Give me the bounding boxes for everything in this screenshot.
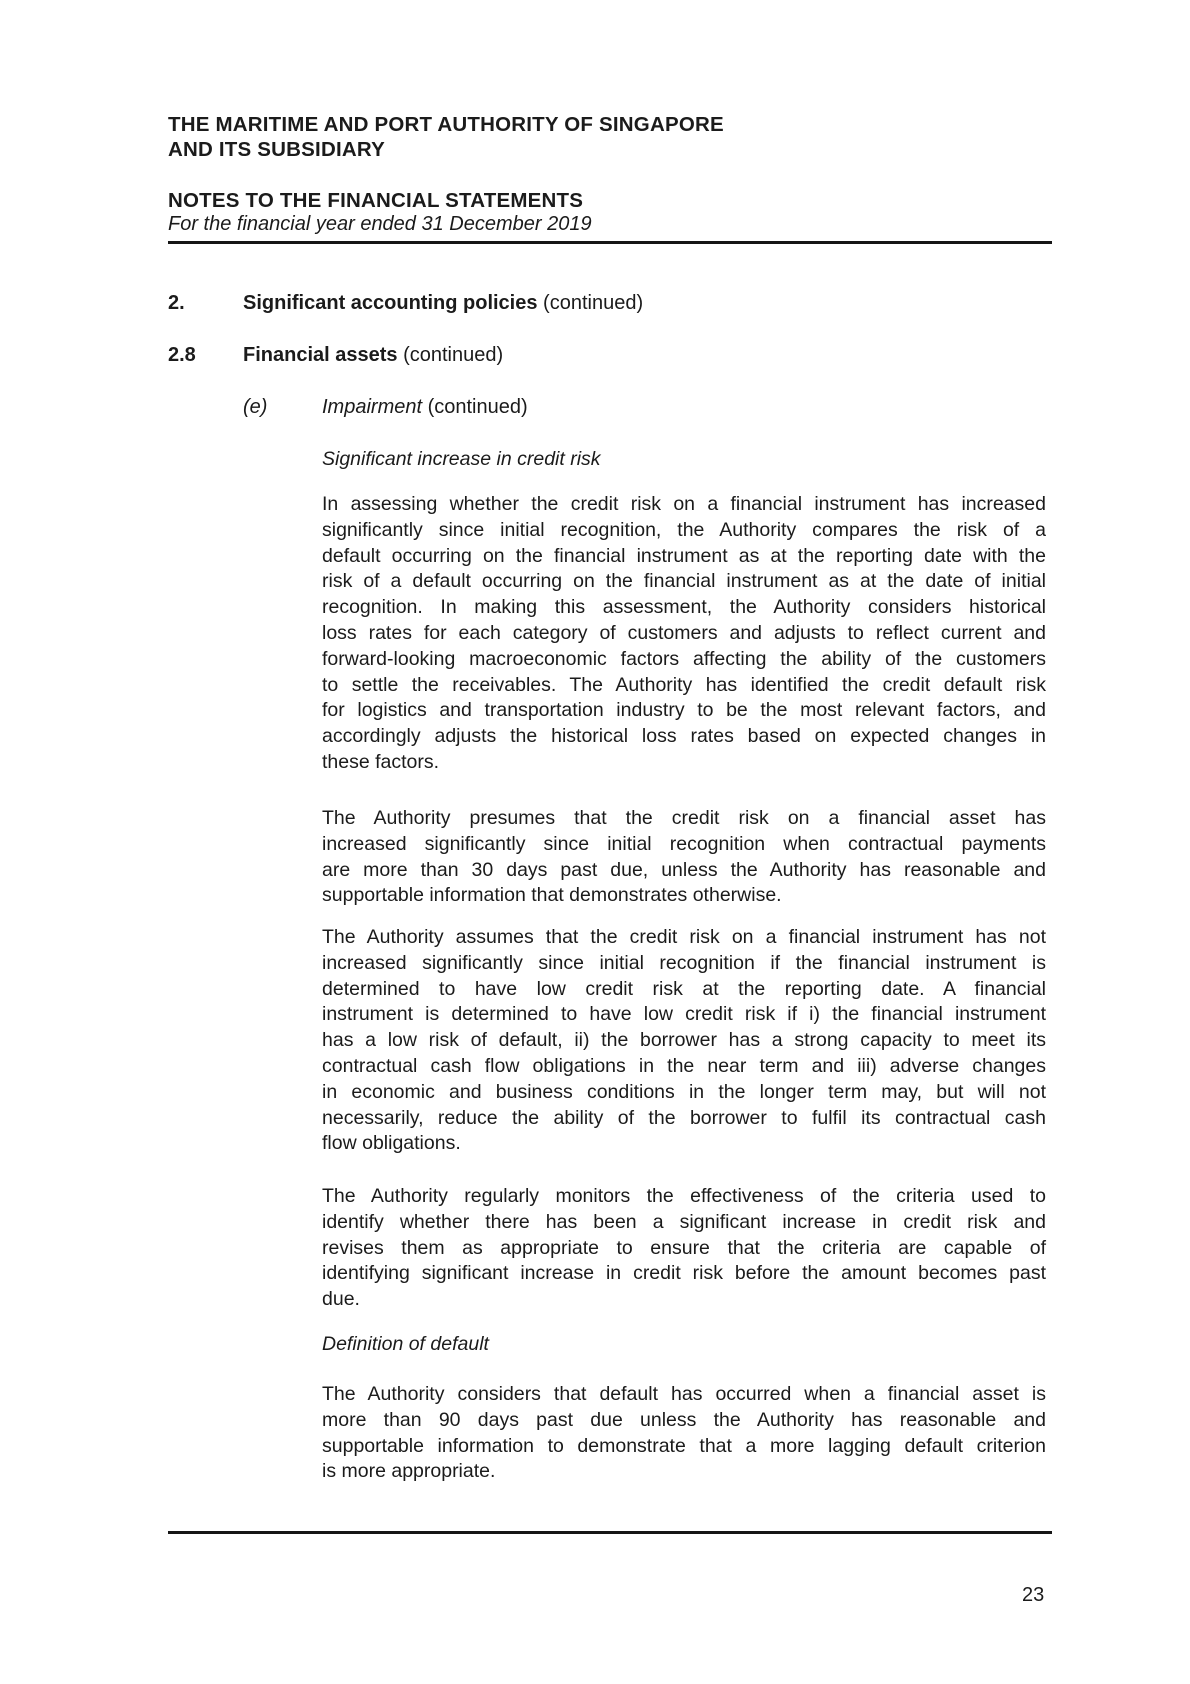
section-title [243, 343, 503, 368]
document-subtitle: For the financial year ended 31 December 2019 [168, 213, 592, 235]
paragraph-line: are more than 30 days past due, unless the Authority has reasonable and [322, 858, 1046, 881]
footer-rule [168, 1531, 1052, 1534]
paragraph-line: risk of a default occurring on the financial instrument as at the date of initial [322, 570, 1046, 593]
paragraph-line: necessarily, reduce the ability of the borrower to fulfil its contractual cash [322, 1106, 1046, 1129]
paragraph-line: supportable information to demonstrate that a more lagging default criterion [322, 1434, 1046, 1457]
paragraph-line: in economic and business conditions in the longer term may, but will not [322, 1080, 1046, 1103]
paragraph-line: significantly since initial recognition, the Authority compares the risk of a [322, 518, 1046, 541]
paragraph-line: loss rates for each category of customers and adjusts to reflect current and [322, 621, 1046, 644]
paragraph-line: In assessing whether the credit risk on a financial instrument has increased [322, 493, 1046, 515]
section-heading-2 [168, 291, 1052, 316]
subheading-significant-increase-in-credit-risk: Significant increase in credit risk [322, 448, 601, 470]
paragraph-line: The Authority assumes that the credit risk on a financial instrument has not [322, 926, 1046, 948]
paragraph-line: determined to have low credit risk at the reporting date. A financial [322, 977, 1046, 1000]
paragraph-line: flow obligations. [322, 1132, 461, 1155]
section-continued-label: (continued) [403, 344, 504, 366]
paragraph-line: these factors. [322, 750, 440, 773]
subsection-title [322, 395, 528, 420]
paragraph-line: The Authority considers that default has occurred when a financial asset is [322, 1383, 1046, 1405]
section-title [243, 291, 643, 316]
paragraph-line: to settle the receivables. The Authority has identified the credit default risk [322, 673, 1046, 696]
paragraph-line: identifying significant increase in credit risk before the amount becomes past [322, 1262, 1046, 1285]
section-title-text: Significant accounting policies [243, 292, 538, 314]
paragraph-line: revises them as appropriate to ensure that the criteria are capable of [322, 1236, 1046, 1259]
paragraph-line: accordingly adjusts the historical loss rates based on expected changes in [322, 725, 1046, 748]
section-heading-2-8 [168, 343, 1052, 368]
page-number: 23 [1022, 1584, 1045, 1606]
subsection-label: (e) [243, 396, 268, 418]
paragraph-line: identify whether there has been a significant increase in credit risk and [322, 1210, 1046, 1233]
paragraph-line: is more appropriate. [322, 1460, 496, 1483]
paragraph-line: increased significantly since initial recognition if the financial instrument is [322, 951, 1046, 974]
paragraph-line: The Authority presumes that the credit risk on a financial asset has [322, 807, 1046, 829]
organisation-title-line1: THE MARITIME AND PORT AUTHORITY OF SINGAPORE [168, 113, 724, 136]
paragraph-criteria-monitoring [322, 1184, 1046, 1313]
paragraph-line: due. [322, 1288, 360, 1311]
paragraph-line: for logistics and transportation industry to be the most relevant factors, and [322, 699, 1046, 722]
section-title-text: Financial assets [243, 344, 398, 366]
paragraph-credit-risk-assessment [322, 492, 1046, 776]
paragraph-line: recognition. In making this assessment, the Authority considers historical [322, 596, 1046, 619]
organisation-title [168, 112, 724, 162]
subsection-continued-label: (continued) [427, 396, 528, 418]
subsection-title-text: Impairment [322, 396, 423, 418]
paragraph-line: contractual cash flow obligations in the near term and iii) adverse changes [322, 1054, 1046, 1077]
paragraph-line: default occurring on the financial instrument as at the reporting date with the [322, 544, 1046, 567]
paragraph-line: increased significantly since initial recognition when contractual payments [322, 832, 1046, 855]
paragraph-30-days-presumption [322, 806, 1046, 909]
subsection-heading-e [243, 395, 1052, 420]
paragraph-line: more than 90 days past due unless the Authority has reasonable and [322, 1408, 1046, 1431]
paragraph-line: instrument is determined to have low credit risk if i) the financial instrument [322, 1003, 1046, 1026]
paragraph-line: supportable information that demonstrates otherwise. [322, 884, 782, 907]
organisation-title-line2: AND ITS SUBSIDIARY [168, 138, 385, 161]
paragraph-low-credit-risk [322, 925, 1046, 1157]
paragraph-line: forward-looking macroeconomic factors affecting the ability of the customers [322, 647, 1046, 670]
section-number: 2.8 [168, 344, 196, 366]
paragraph-line: has a low risk of default, ii) the borrower has a strong capacity to meet its [322, 1029, 1046, 1052]
paragraph-default-definition [322, 1382, 1046, 1485]
paragraph-line: The Authority regularly monitors the effectiveness of the criteria used to [322, 1185, 1046, 1207]
section-continued-label: (continued) [543, 292, 644, 314]
section-number: 2. [168, 292, 185, 314]
document-title: NOTES TO THE FINANCIAL STATEMENTS [168, 189, 584, 212]
subheading-definition-of-default: Definition of default [322, 1333, 489, 1355]
header-rule [168, 241, 1052, 244]
